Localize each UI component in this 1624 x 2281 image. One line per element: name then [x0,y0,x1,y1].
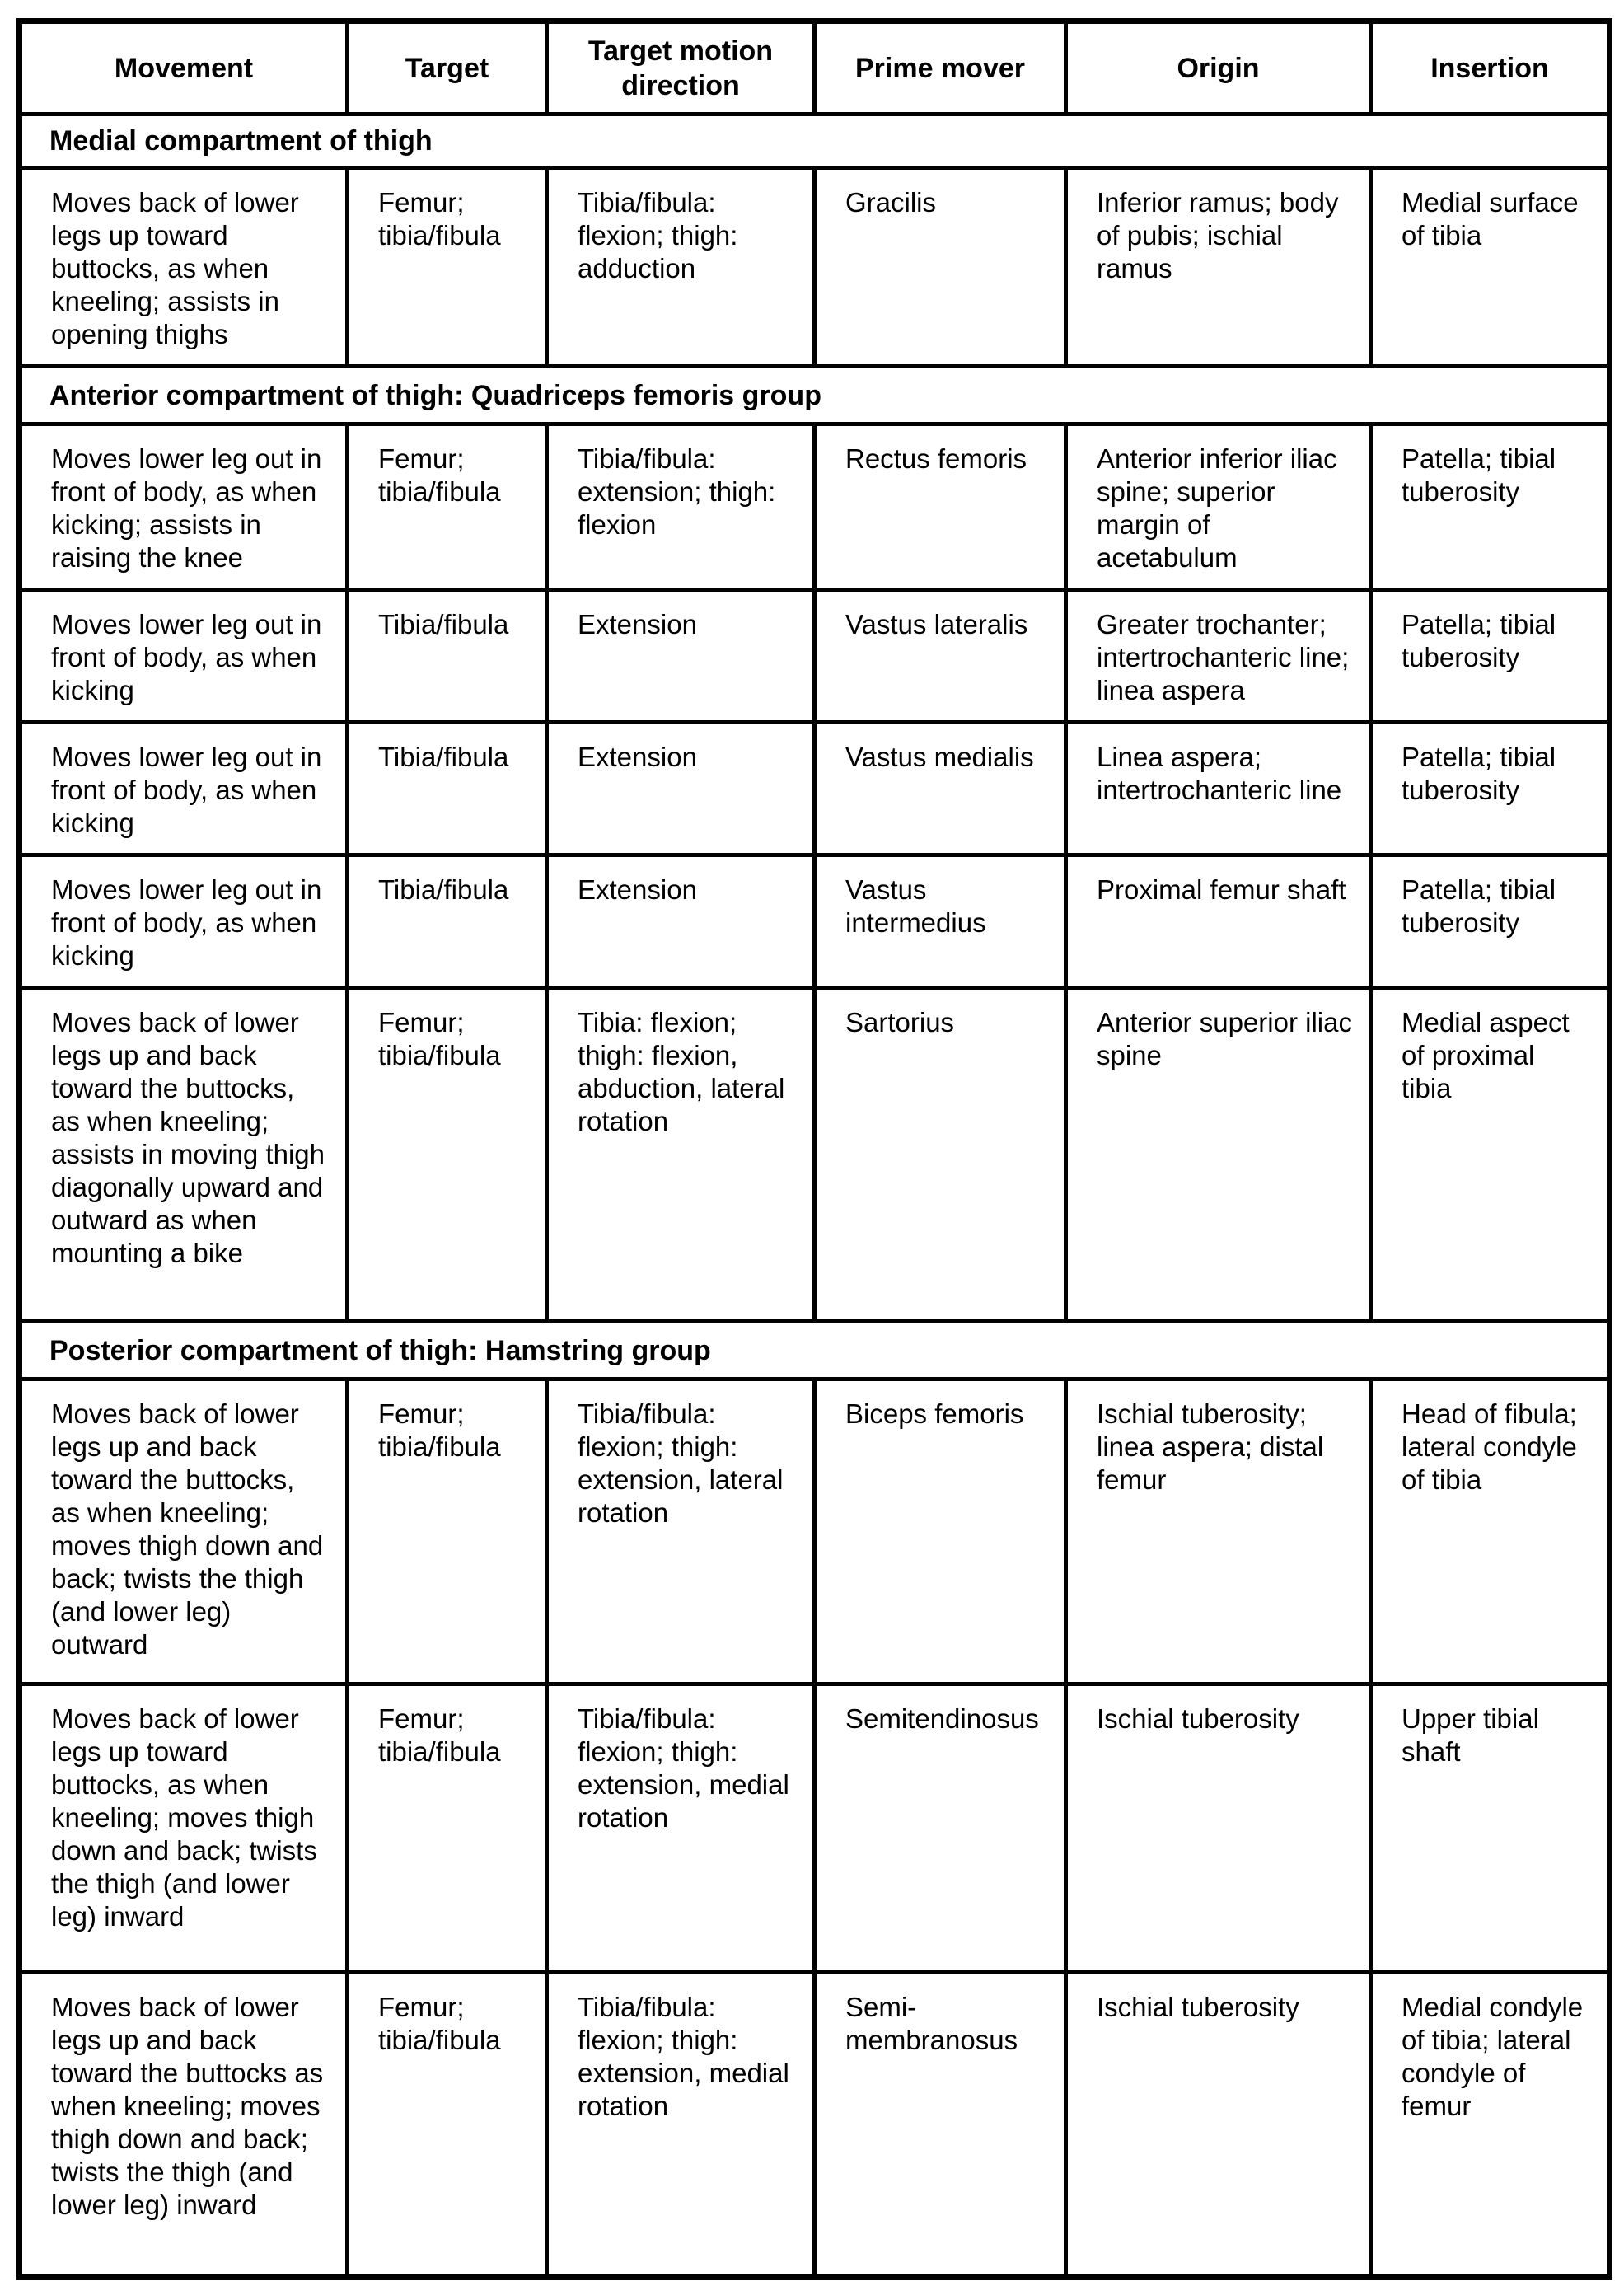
row-biceps-femoris [20,1379,1610,1684]
target-cell: Tibia/fibula [348,723,547,855]
direction-cell: Tibia/fibula: extension; thigh: flexion [547,424,815,590]
section-row-posterior [20,1322,1610,1379]
direction-cell: Tibia/fibula: flexion; thigh: extension, medial rotation [547,1973,815,2278]
row-vastus-lateralis [20,590,1610,723]
target-cell: Femur; tibia/fibula [348,1973,547,2278]
movement-cell: Moves lower leg out in front of body, as when kicking [20,723,348,855]
prime-mover-cell: Vastus lateralis [815,590,1066,723]
origin-cell: Anterior superior iliac spine [1066,988,1371,1322]
insertion-cell: Medial aspect of proximal tibia [1371,988,1610,1322]
direction-cell: Extension [547,723,815,855]
prime-mover-cell: Rectus femoris [815,424,1066,590]
row-gracilis [20,168,1610,367]
insertion-cell: Patella; tibial tuberosity [1371,424,1610,590]
movement-cell: Moves lower leg out in front of body, as when kicking [20,590,348,723]
insertion-cell: Patella; tibial tuberosity [1371,723,1610,855]
target-cell: Femur; tibia/fibula [348,1684,547,1973]
row-semitendinosus [20,1684,1610,1973]
prime-mover-cell: Vastus medialis [815,723,1066,855]
direction-cell: Tibia/fibula: flexion; thigh: adduction [547,168,815,367]
origin-cell: Greater trochanter; intertrochanteric line; linea aspera [1066,590,1371,723]
section-header-medial: Medial compartment of thigh [20,115,1610,168]
direction-cell: Tibia/fibula: flexion; thigh: extension, medial rotation [547,1684,815,1973]
target-cell: Femur; tibia/fibula [348,424,547,590]
target-cell: Femur; tibia/fibula [348,988,547,1322]
origin-cell: Ischial tuberosity [1066,1973,1371,2278]
section-header-posterior: Posterior compartment of thigh: Hamstring group [20,1322,1610,1379]
movement-cell: Moves lower leg out in front of body, as when kicking; assists in raising the knee [20,424,348,590]
column-header-origin: Origin [1066,21,1371,115]
prime-mover-cell: Biceps femoris [815,1379,1066,1684]
column-header-prime-mover: Prime mover [815,21,1066,115]
insertion-cell: Upper tibial shaft [1371,1684,1610,1973]
insertion-cell: Medial condyle of tibia; lateral condyle of femur [1371,1973,1610,2278]
prime-mover-cell: Sartorius [815,988,1066,1322]
movement-cell: Moves back of lower legs up and back toward the buttocks as when kneeling; moves thigh down and back; twists the thigh (and lower leg) inward [20,1973,348,2278]
direction-cell: Extension [547,590,815,723]
thigh-muscle-table [16,18,1612,2280]
row-vastus-medialis [20,723,1610,855]
insertion-cell: Patella; tibial tuberosity [1371,855,1610,988]
row-sartorius [20,988,1610,1322]
row-semimembranosus [20,1973,1610,2278]
prime-mover-cell: Gracilis [815,168,1066,367]
direction-cell: Tibia: flexion; thigh: flexion, abduction, lateral rotation [547,988,815,1322]
movement-cell: Moves lower leg out in front of body, as when kicking [20,855,348,988]
column-header-target: Target [348,21,547,115]
origin-cell: Inferior ramus; body of pubis; ischial ramus [1066,168,1371,367]
row-vastus-intermedius [20,855,1610,988]
origin-cell: Ischial tuberosity; linea aspera; distal femur [1066,1379,1371,1684]
target-cell: Femur; tibia/fibula [348,168,547,367]
direction-cell: Tibia/fibula: flexion; thigh: extension, lateral rotation [547,1379,815,1684]
movement-cell: Moves back of lower legs up and back toward the buttocks, as when kneeling; moves thigh down and back; twists the thigh (and lower leg) outward [20,1379,348,1684]
header-row [20,21,1610,115]
section-row-medial [20,115,1610,168]
movement-cell: Moves back of lower legs up and back toward the buttocks, as when kneeling; assists in moving thigh diagonally upward and outward as when mounting a bike [20,988,348,1322]
origin-cell: Linea aspera; intertrochanteric line [1066,723,1371,855]
insertion-cell: Medial surface of tibia [1371,168,1610,367]
target-cell: Femur; tibia/fibula [348,1379,547,1684]
origin-cell: Proximal femur shaft [1066,855,1371,988]
column-header-insertion: Insertion [1371,21,1610,115]
insertion-cell: Head of fibula; lateral condyle of tibia [1371,1379,1610,1684]
insertion-cell: Patella; tibial tuberosity [1371,590,1610,723]
prime-mover-cell: Semi-membranosus [815,1973,1066,2278]
column-header-direction: Target motion direction [547,21,815,115]
direction-cell: Extension [547,855,815,988]
prime-mover-cell: Vastus intermedius [815,855,1066,988]
section-header-anterior: Anterior compartment of thigh: Quadriceps femoris group [20,367,1610,424]
column-header-movement: Movement [20,21,348,115]
movement-cell: Moves back of lower legs up toward buttocks, as when kneeling; moves thigh down and back; twists the thigh (and lower leg) inward [20,1684,348,1973]
prime-mover-cell: Semitendinosus [815,1684,1066,1973]
origin-cell: Anterior inferior iliac spine; superior margin of acetabulum [1066,424,1371,590]
section-row-anterior [20,367,1610,424]
movement-cell: Moves back of lower legs up toward buttocks, as when kneeling; assists in opening thighs [20,168,348,367]
target-cell: Tibia/fibula [348,855,547,988]
origin-cell: Ischial tuberosity [1066,1684,1371,1973]
target-cell: Tibia/fibula [348,590,547,723]
row-rectus-femoris [20,424,1610,590]
